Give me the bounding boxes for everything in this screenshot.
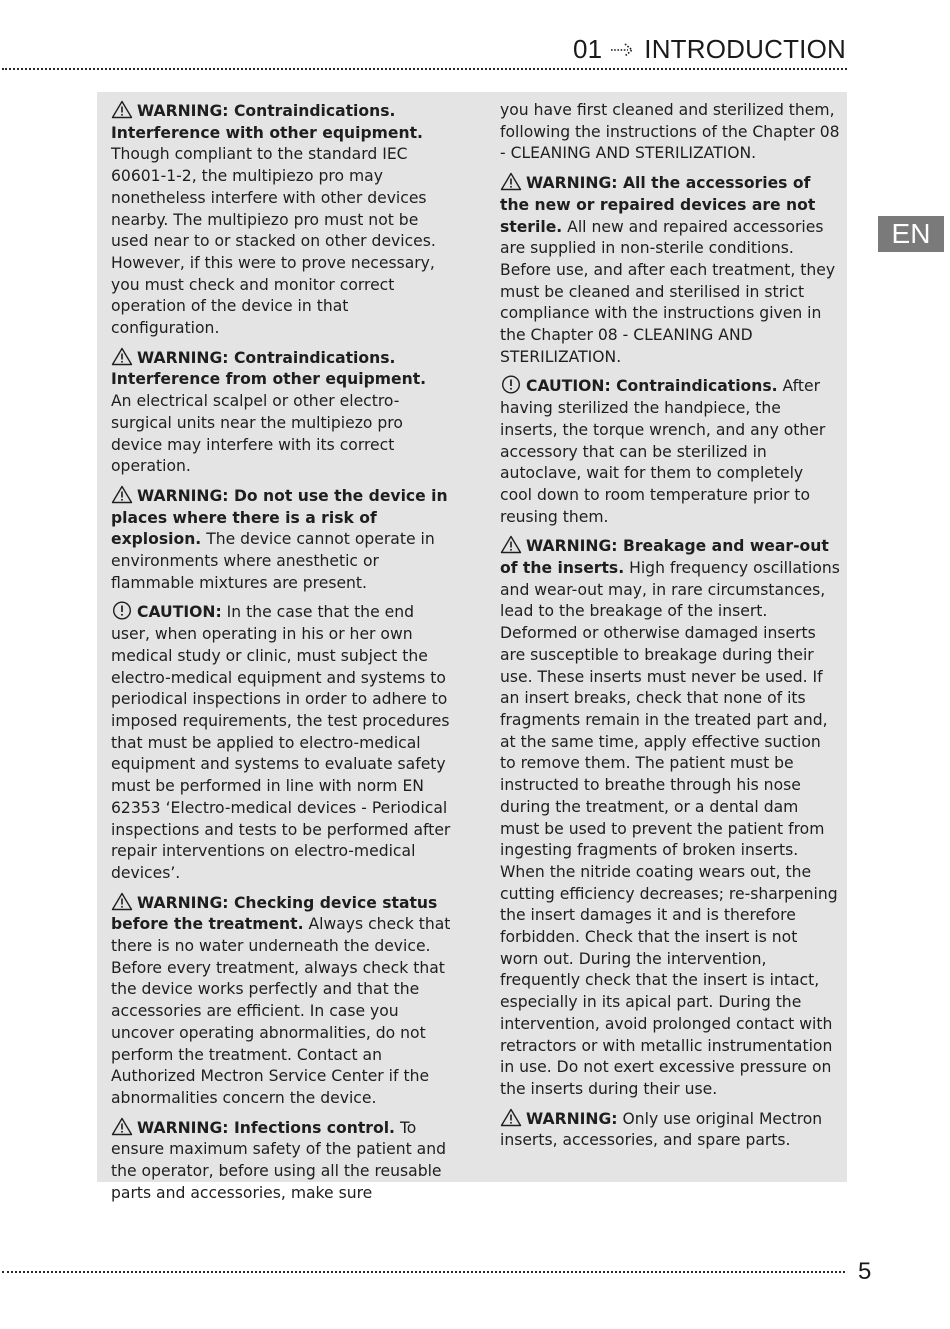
dotted-arrow-icon <box>610 42 636 58</box>
notice-lead: WARNING: Breakage and wear-out of the inserts. <box>500 537 829 578</box>
notice-body: To ensure maximum safety of the patient and the operator, before using all the reusable parts and accessories, make sure <box>111 1118 447 1202</box>
notice-body: All new and repaired accessories are supplied in non-sterile conditions. Before use, and after each treatment, they must be cleaned and sterilised in strict compliance with the instructions given in the Chapter 08 - CLEANING AND STERILIZATION. <box>500 217 836 366</box>
notice-lead: CAUTION: Contraindications. <box>526 377 778 396</box>
notice-body: Always check that there is no water underneath the device. Before every treatment, always check that the device works perfectly and that the accessories are efficient. In case you uncover operating abnormalities, do not perform the treatment. Contact an Authorized Mectron Service Center if the abnormalities concern the device. <box>111 915 451 1107</box>
notice-paragraph <box>111 601 451 884</box>
notice-paragraph <box>111 485 451 595</box>
chapter-heading <box>573 34 846 65</box>
notice-lead: WARNING: Contraindications. Interference from other equipment. <box>111 348 427 389</box>
warning-triangle-icon <box>500 535 522 554</box>
warning-triangle-icon <box>111 100 133 119</box>
notice-lead: WARNING: All the accessories of the new or repaired devices are not sterile. <box>500 174 816 236</box>
notice-body: An electrical scalpel or other electro-surgical units near the multipiezo pro device may interfere with its correct operation. <box>111 392 403 476</box>
notice-paragraph <box>500 375 840 528</box>
notice-paragraph <box>111 1117 451 1205</box>
notice-body: Though compliant to the standard IEC 60601-1-2, the multipiezo pro may nonetheless interfere with other devices nearby. The multipiezo pro must not be used near to or stacked on other devices. However, if this were to prove necessary, you must check and monitor correct operation of the device in that configuration. <box>111 145 436 338</box>
right-column <box>500 100 840 1159</box>
warning-triangle-icon <box>111 892 133 911</box>
footer-divider <box>2 1271 845 1273</box>
warning-triangle-icon <box>500 172 522 191</box>
notice-paragraph <box>111 892 451 1110</box>
notice-body: After having sterilized the handpiece, the inserts, the torque wrench, and any other accessory that can be sterilized in autoclave, wait for them to completely cool down to room temperature prior to reusing them. <box>500 377 826 526</box>
warning-triangle-icon <box>500 1108 522 1127</box>
header-divider <box>2 68 847 70</box>
warning-triangle-icon <box>111 485 133 504</box>
caution-circle-icon <box>111 601 133 620</box>
warning-triangle-icon <box>111 1117 133 1136</box>
left-column <box>111 100 451 1211</box>
notice-lead: WARNING: Contraindications. Interference with other equipment. <box>111 102 423 142</box>
notice-paragraph <box>500 100 840 165</box>
chapter-title: INTRODUCTION <box>644 34 846 64</box>
notice-paragraph <box>111 100 451 340</box>
notice-paragraph <box>111 347 451 478</box>
notice-body: High frequency oscillations and wear-out may, in rare circumstances, lead to the breakage of the insert. Deformed or otherwise damaged inserts are susceptible to breakage during their use. These inserts must never be used. If an insert breaks, check that none of its fragments remain in the treated part and, at the same time, apply effective suction to remove them. The patient must be instructed to breathe through his nose during the treatment, or a dental dam must be used to prevent the patient from ingesting fragments of broken inserts. When the nitride coating wears out, the cutting efficiency decreases; re-sharpening the insert damages it and is therefore forbidden. Check that the insert is not worn out. During the intervention, frequently check that the insert is intact, especially in its apical part. During the intervention, avoid prolonged contact with retractors or with metallic instrumentation in use. Do not exert excessive pressure on the inserts during their use. <box>500 559 840 1098</box>
notice-paragraph <box>500 172 840 368</box>
notice-lead: WARNING: <box>526 1109 618 1128</box>
chapter-number: 01 <box>572 34 603 64</box>
caution-circle-icon <box>500 375 522 394</box>
notice-paragraph <box>500 535 840 1100</box>
page-header <box>0 0 950 70</box>
page-number: 5 <box>858 1258 872 1285</box>
notice-body: you have first cleaned and sterilized them, following the instructions of the Chapter 08 - CLEANING AND STERILIZATION. <box>500 101 840 163</box>
notice-body: The device cannot operate in environments where anesthetic or flammable mixtures are present. <box>111 530 435 592</box>
notice-lead: CAUTION: <box>137 603 222 622</box>
language-tab: EN <box>878 216 944 252</box>
warning-triangle-icon <box>111 347 133 366</box>
notice-lead: WARNING: Do not use the device in places where there is a risk of explosion. <box>111 486 448 549</box>
notice-lead: WARNING: Infections control. <box>137 1118 395 1137</box>
notice-lead: WARNING: Checking device status before the treatment. <box>111 893 438 934</box>
notice-body: In the case that the end user, when operating in his or her own medical study or clinic, must subject the electro-medical equipment and systems to periodical inspections in order to adhere to imposed requirements, the test procedures that must be applied to electro-medical equipment and systems to evaluate safety must be performed in line with norm EN 62353 ‘Electro-medical devices - Periodical inspections and tests to be performed after repair interventions on electro-medical devices’. <box>111 603 451 882</box>
notice-body: Only use original Mectron inserts, accessories, and spare parts. <box>500 1109 823 1150</box>
notice-paragraph <box>500 1108 840 1152</box>
